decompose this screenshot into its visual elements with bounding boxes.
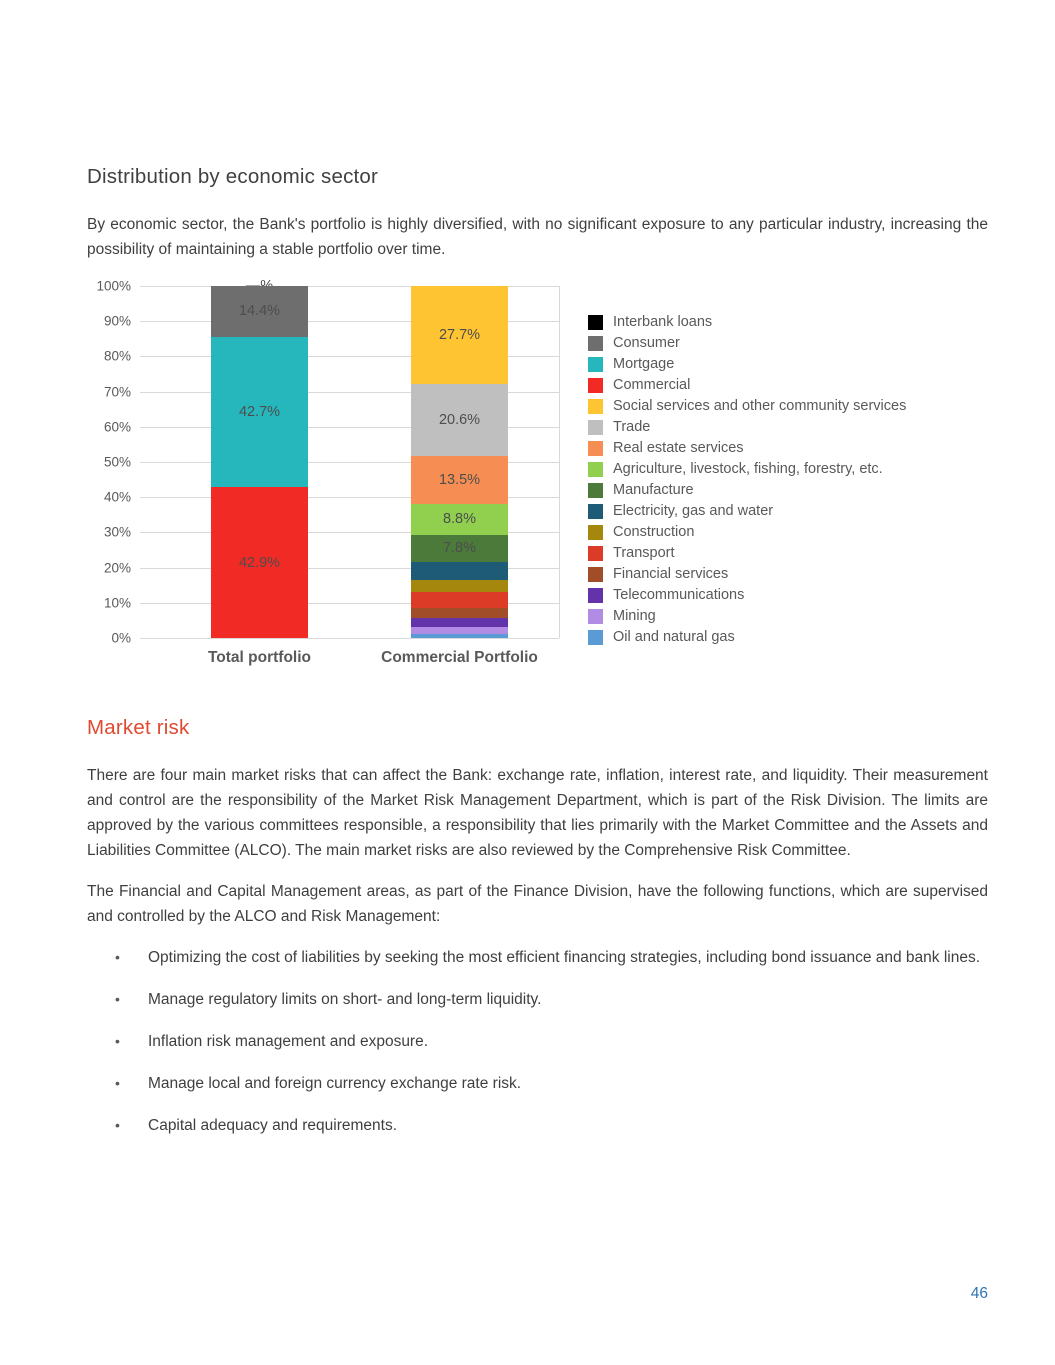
bar-segment	[411, 535, 508, 562]
legend-swatch	[588, 525, 603, 540]
legend-label: Mortgage	[613, 356, 675, 372]
legend-item	[588, 609, 906, 624]
legend-label: Manufacture	[613, 482, 694, 498]
list-item	[115, 945, 988, 970]
legend-swatch	[588, 588, 603, 603]
y-axis-tick-label: 90%	[103, 313, 131, 329]
segment-value-label: 20.6%	[438, 411, 481, 428]
y-axis-tick-label: 10%	[103, 595, 131, 611]
legend-swatch	[588, 399, 603, 414]
legend-swatch	[588, 504, 603, 519]
legend-item	[588, 525, 906, 540]
chart-plot-area	[87, 278, 560, 666]
x-axis-category-label: Total portfolio	[207, 649, 312, 666]
list-item	[115, 1113, 988, 1138]
bar-segment	[411, 634, 508, 638]
bar-segment	[411, 456, 508, 504]
legend-swatch	[588, 546, 603, 561]
legend-item	[588, 420, 906, 435]
list-item-text: Manage local and foreign currency exchange rate risk.	[148, 1075, 522, 1092]
legend-item	[588, 588, 906, 603]
y-axis-tick-label: 30%	[103, 524, 131, 540]
x-axis-category-label: Commercial Portfolio	[381, 649, 538, 666]
bar-segment	[411, 618, 508, 627]
bar-segment	[211, 337, 308, 487]
legend-label: Mining	[613, 608, 656, 624]
segment-value-label: 14.4%	[238, 303, 281, 320]
segment-value-label: 13.5%	[438, 471, 481, 488]
sector-distribution-chart	[87, 278, 988, 666]
gridline	[140, 638, 559, 639]
legend-item	[588, 504, 906, 519]
segment-value-label: 27.7%	[438, 326, 481, 343]
legend-label: Construction	[613, 524, 695, 540]
page-number: 46	[970, 1285, 988, 1302]
legend-swatch	[588, 630, 603, 645]
y-axis-tick-label: 50%	[103, 454, 131, 470]
legend-item	[588, 399, 906, 414]
segment-value-label: 8.8%	[442, 511, 477, 528]
legend-swatch	[588, 420, 603, 435]
list-item	[115, 1029, 988, 1054]
list-item	[115, 987, 988, 1012]
legend-label: Transport	[613, 545, 675, 561]
segment-value-label: 42.9%	[238, 554, 281, 571]
legend-swatch	[588, 567, 603, 582]
bar-segment	[411, 627, 508, 634]
legend-item	[588, 483, 906, 498]
bar-segment	[411, 562, 508, 580]
legend-item	[588, 315, 906, 330]
bar-segment	[211, 286, 308, 337]
legend-swatch	[588, 609, 603, 624]
list-item	[115, 1071, 988, 1096]
legend-item	[588, 546, 906, 561]
stacked-bar	[211, 286, 308, 638]
bar-segment	[211, 487, 308, 638]
legend-label: Oil and natural gas	[613, 629, 735, 645]
legend-label: Interbank loans	[613, 314, 713, 330]
y-axis-tick-label: 40%	[103, 489, 131, 505]
market-risk-paragraph-2: The Financial and Capital Management areas, as part of the Finance Division, have the following functions, which are supervised and controlled by the ALCO and Risk Management:	[87, 883, 988, 925]
legend-swatch	[588, 441, 603, 456]
list-item-text: Manage regulatory limits on short- and long-term liquidity.	[148, 991, 542, 1008]
segment-value-label: 7.8%	[442, 540, 477, 557]
legend-swatch	[588, 462, 603, 477]
section-title-market-risk: Market risk	[87, 716, 190, 739]
legend-swatch	[588, 483, 603, 498]
stacked-bar	[411, 286, 508, 638]
bar-segment	[411, 384, 508, 457]
y-axis-tick-label: 0%	[111, 630, 131, 646]
legend-swatch	[588, 336, 603, 351]
y-axis-tick-label: 20%	[103, 560, 131, 576]
distribution-paragraph: By economic sector, the Bank's portfolio is highly diversified, with no significant exposure to any particular industry, increasing the possibility of maintaining a stable portfolio over time.	[87, 216, 988, 258]
legend-label: Trade	[613, 419, 651, 435]
bar-segment	[411, 608, 508, 619]
chart-plot	[96, 278, 560, 666]
bar-segment	[411, 286, 508, 384]
bar-segment	[411, 580, 508, 592]
page-content	[87, 164, 988, 1155]
legend-item	[588, 378, 906, 393]
legend-label: Electricity, gas and water	[613, 503, 774, 519]
legend-item	[588, 630, 906, 645]
bar-segment	[411, 592, 508, 608]
legend-label: Financial services	[613, 566, 729, 582]
legend-label: Social services and other community services	[613, 398, 907, 414]
legend-item	[588, 441, 906, 456]
list-item-text: Optimizing the cost of liabilities by seeking the most efficient financing strategies, including bond issuance and bank lines.	[148, 949, 981, 966]
bar-segment	[411, 504, 508, 535]
legend-label: Telecommunications	[613, 587, 745, 603]
legend-swatch	[588, 357, 603, 372]
legend-item	[588, 567, 906, 582]
section-title-distribution: Distribution by economic sector	[87, 165, 379, 188]
segment-value-label: 42.7%	[238, 403, 281, 420]
legend-swatch	[588, 315, 603, 330]
market-risk-paragraph-1: There are four main market risks that can affect the Bank: exchange rate, inflation, interest rate, and liquidity. Their measurement and control are the responsibility of the Market Risk Management Department, which is part of the Risk Division. The limits are approved by the various committees responsible, a responsibility that lies primarily with the Market Committee and the Assets and Liabilities Committee (ALCO). The main market risks are also reviewed by the Comprehensive Risk Committee.	[87, 767, 988, 859]
chart-legend	[588, 315, 906, 651]
y-axis-tick-label: 100%	[96, 278, 131, 294]
legend-swatch	[588, 378, 603, 393]
legend-label: Commercial	[613, 377, 691, 393]
list-item-text: Inflation risk management and exposure.	[148, 1033, 429, 1050]
legend-label: Agriculture, livestock, fishing, forestry, etc.	[613, 461, 883, 477]
legend-item	[588, 357, 906, 372]
functions-list	[115, 945, 988, 1138]
legend-label: Real estate services	[613, 440, 744, 456]
y-axis-tick-label: 80%	[103, 348, 131, 364]
legend-item	[588, 336, 906, 351]
legend-label: Consumer	[613, 335, 680, 351]
list-item-text: Capital adequacy and requirements.	[148, 1117, 398, 1134]
y-axis-tick-label: 70%	[103, 384, 131, 400]
legend-item	[588, 462, 906, 477]
y-axis-tick-label: 60%	[103, 419, 131, 435]
